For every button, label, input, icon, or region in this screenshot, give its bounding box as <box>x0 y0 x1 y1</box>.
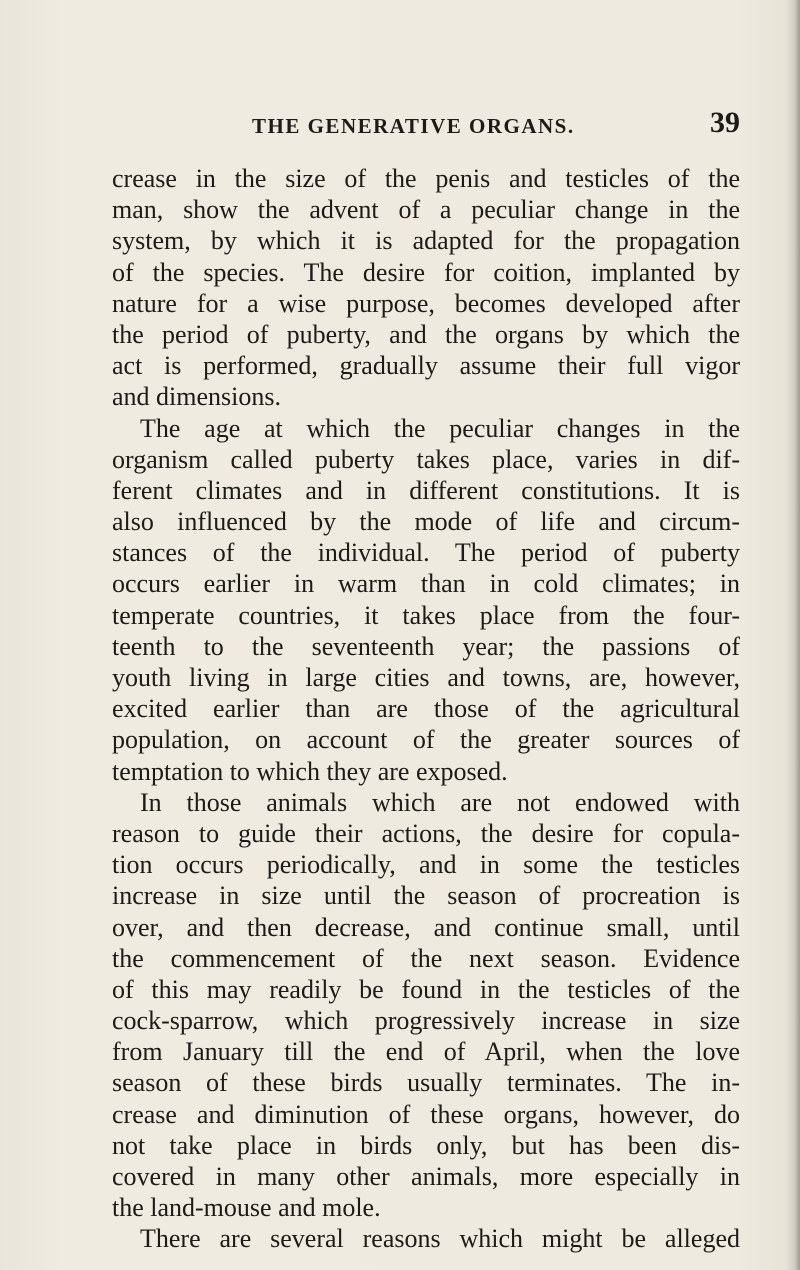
text-line: act is performed, gradually assume their full vigor <box>112 351 740 381</box>
text-line: crease in the size of the penis and testicles of the <box>112 164 740 193</box>
text-line: also influenced by the mode of life and circum- <box>112 507 740 537</box>
text-line: teenth to the seventeenth year; the passions of <box>112 631 740 661</box>
text-line: of the species. The desire for coition, implanted by <box>112 257 740 287</box>
body-text <box>112 163 740 1255</box>
text-line: season of these birds usually terminates. The in- <box>112 1068 740 1098</box>
text-line: ferent climates and in different constitutions. It is <box>112 475 740 505</box>
text-line: the land-mouse and mole. <box>112 1193 381 1223</box>
text-line: man, show the advent of a peculiar change in the <box>112 195 740 225</box>
text-line: not take place in birds only, but has been dis- <box>112 1130 740 1160</box>
text-line: cock-sparrow, which progressively increase in size <box>112 1006 740 1036</box>
text-line: The age at which the peculiar changes in the <box>140 413 740 443</box>
text-line: occurs earlier in warm than in cold climates; in <box>112 569 740 599</box>
text-line: system, by which it is adapted for the propagation <box>112 226 740 256</box>
text-line: youth living in large cities and towns, are, however, <box>112 663 740 692</box>
text-line: population, on account of the greater sources of <box>112 725 740 755</box>
text-line: crease and diminution of these organs, however, do <box>112 1099 740 1129</box>
text-line: over, and then decrease, and continue small, until <box>112 912 740 942</box>
page-number: 39 <box>710 106 740 139</box>
text-line: the period of puberty, and the organs by which the <box>112 319 740 349</box>
text-line: the commencement of the next season. Evidence <box>112 943 740 973</box>
text-line: from January till the end of April, when the love <box>112 1037 740 1067</box>
text-line: reason to guide their actions, the desire for copula- <box>112 818 740 848</box>
text-line: temperate countries, it takes place from the four- <box>112 600 740 630</box>
text-line: temptation to which they are exposed. <box>112 756 508 786</box>
text-line: nature for a wise purpose, becomes developed after <box>112 288 740 318</box>
text-line: There are several reasons which might be alleged <box>140 1224 740 1254</box>
running-head <box>112 106 740 142</box>
text-line: In those animals which are not endowed with <box>140 787 740 817</box>
text-line: organism called puberty takes place, varies in dif- <box>112 444 740 474</box>
page-edge-shadow <box>786 0 800 1270</box>
text-line: tion occurs periodically, and in some the testicles <box>112 850 740 880</box>
text-line: and dimensions. <box>112 382 281 412</box>
text-line: covered in many other animals, more especially in <box>112 1162 740 1191</box>
text-line: increase in size until the season of procreation is <box>112 881 740 911</box>
text-line: stances of the individual. The period of puberty <box>112 538 740 568</box>
chapter-title: THE GENERATIVE ORGANS. <box>252 114 575 138</box>
text-line: of this may readily be found in the testicles of the <box>112 974 740 1004</box>
text-line: excited earlier than are those of the agricultural <box>112 694 740 724</box>
